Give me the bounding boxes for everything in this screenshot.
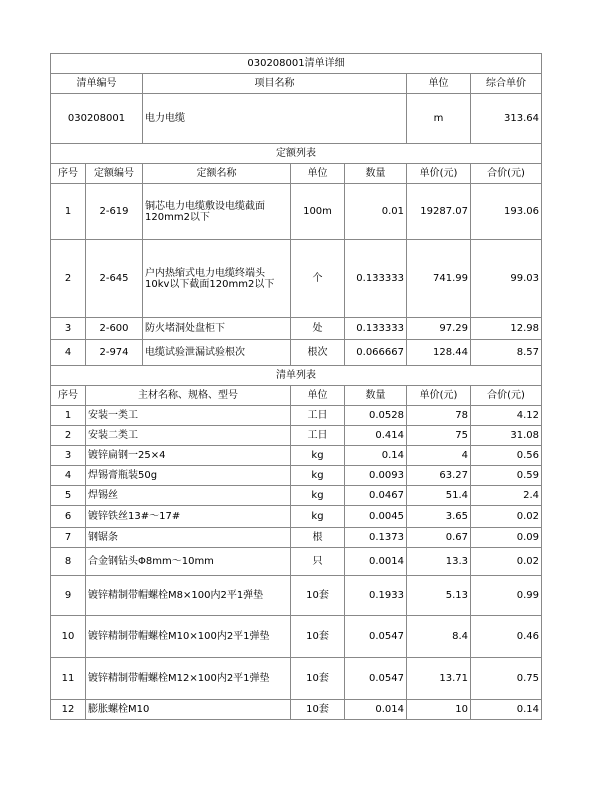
quota-no: 2 (51, 240, 86, 318)
material-name: 钢锯条 (86, 528, 291, 548)
material-total: 2.4 (471, 486, 542, 506)
quota-header-total: 合价(元) (471, 164, 542, 184)
material-total: 0.46 (471, 616, 542, 658)
material-name: 安装一类工 (86, 406, 291, 426)
quota-header-code: 定额编号 (86, 164, 143, 184)
material-section-title: 清单列表 (51, 366, 542, 386)
material-qty: 0.414 (345, 426, 407, 446)
material-total: 0.56 (471, 446, 542, 466)
quota-section-title: 定额列表 (51, 144, 542, 164)
bill-detail-table (50, 53, 542, 720)
material-row (51, 700, 542, 720)
material-row (51, 486, 542, 506)
material-unit: 只 (291, 548, 345, 576)
material-price: 5.13 (407, 576, 471, 616)
quota-total: 8.57 (471, 340, 542, 366)
material-qty: 0.0547 (345, 658, 407, 700)
material-row (51, 406, 542, 426)
quota-qty: 0.01 (345, 184, 407, 240)
quota-qty: 0.066667 (345, 340, 407, 366)
quota-header-price: 单价(元) (407, 164, 471, 184)
quota-code: 2-600 (86, 318, 143, 340)
quota-header-name: 定额名称 (143, 164, 291, 184)
material-name: 合金钢钻头Φ8mm～10mm (86, 548, 291, 576)
material-header-no: 序号 (51, 386, 86, 406)
material-no: 4 (51, 466, 86, 486)
material-total: 0.02 (471, 506, 542, 528)
material-unit: 工日 (291, 406, 345, 426)
material-no: 3 (51, 446, 86, 466)
material-total: 31.08 (471, 426, 542, 446)
material-price: 10 (407, 700, 471, 720)
material-total: 4.12 (471, 406, 542, 426)
material-total: 0.14 (471, 700, 542, 720)
material-unit: 10套 (291, 658, 345, 700)
material-qty: 0.1373 (345, 528, 407, 548)
quota-code: 2-974 (86, 340, 143, 366)
quota-price: 19287.07 (407, 184, 471, 240)
material-row (51, 446, 542, 466)
quota-total: 193.06 (471, 184, 542, 240)
material-unit: kg (291, 446, 345, 466)
material-no: 5 (51, 486, 86, 506)
quota-name: 户内热缩式电力电缆终端头10kv以下截面120mm2以下 (143, 240, 291, 318)
material-price: 3.65 (407, 506, 471, 528)
material-row (51, 576, 542, 616)
material-name: 镀锌铁丝13#～17# (86, 506, 291, 528)
quota-unit: 处 (291, 318, 345, 340)
quota-row (51, 184, 542, 240)
material-total: 0.75 (471, 658, 542, 700)
material-name: 焊锡丝 (86, 486, 291, 506)
material-header-name: 主材名称、规格、型号 (86, 386, 291, 406)
material-price: 51.4 (407, 486, 471, 506)
quota-row (51, 240, 542, 318)
material-no: 2 (51, 426, 86, 446)
material-qty: 0.0045 (345, 506, 407, 528)
material-qty: 0.0467 (345, 486, 407, 506)
material-qty: 0.0093 (345, 466, 407, 486)
bill-header-name: 项目名称 (143, 74, 407, 94)
quota-price: 741.99 (407, 240, 471, 318)
material-no: 1 (51, 406, 86, 426)
material-qty: 0.0014 (345, 548, 407, 576)
material-no: 8 (51, 548, 86, 576)
material-total: 0.59 (471, 466, 542, 486)
bill-header-code: 清单编号 (51, 74, 143, 94)
quota-unit: 根次 (291, 340, 345, 366)
material-name: 膨胀螺栓M10 (86, 700, 291, 720)
bill-unit: m (407, 94, 471, 144)
material-row (51, 548, 542, 576)
material-qty: 0.014 (345, 700, 407, 720)
quota-total: 12.98 (471, 318, 542, 340)
quota-no: 4 (51, 340, 86, 366)
material-row (51, 616, 542, 658)
material-qty: 0.1933 (345, 576, 407, 616)
material-price: 13.71 (407, 658, 471, 700)
material-no: 7 (51, 528, 86, 548)
material-unit: 10套 (291, 700, 345, 720)
quota-price: 97.29 (407, 318, 471, 340)
material-total: 0.99 (471, 576, 542, 616)
material-price: 13.3 (407, 548, 471, 576)
material-qty: 0.14 (345, 446, 407, 466)
material-unit: kg (291, 506, 345, 528)
material-unit: kg (291, 486, 345, 506)
quota-header-unit: 单位 (291, 164, 345, 184)
material-header-price: 单价(元) (407, 386, 471, 406)
material-total: 0.02 (471, 548, 542, 576)
bill-code: 030208001 (51, 94, 143, 144)
quota-no: 1 (51, 184, 86, 240)
material-price: 63.27 (407, 466, 471, 486)
material-header-total: 合价(元) (471, 386, 542, 406)
material-header-unit: 单位 (291, 386, 345, 406)
material-row (51, 658, 542, 700)
material-header-qty: 数量 (345, 386, 407, 406)
material-no: 11 (51, 658, 86, 700)
material-unit: 10套 (291, 616, 345, 658)
material-price: 4 (407, 446, 471, 466)
material-name: 镀锌扁钢一25×4 (86, 446, 291, 466)
material-name: 安装二类工 (86, 426, 291, 446)
material-name: 镀锌精制带帽螺栓M12×100内2平1弹垫 (86, 658, 291, 700)
quota-name: 电缆试验泄漏试验根次 (143, 340, 291, 366)
bill-header-price: 综合单价 (471, 74, 542, 94)
material-row (51, 506, 542, 528)
material-total: 0.09 (471, 528, 542, 548)
quota-no: 3 (51, 318, 86, 340)
material-price: 0.67 (407, 528, 471, 548)
material-price: 75 (407, 426, 471, 446)
material-row (51, 426, 542, 446)
quota-code: 2-645 (86, 240, 143, 318)
material-unit: 根 (291, 528, 345, 548)
quota-total: 99.03 (471, 240, 542, 318)
table-title: 030208001清单详细 (51, 54, 542, 74)
quota-row (51, 340, 542, 366)
quota-header-no: 序号 (51, 164, 86, 184)
bill-price: 313.64 (471, 94, 542, 144)
quota-name: 防火堵洞处盘柜下 (143, 318, 291, 340)
material-name: 焊锡膏瓶装50g (86, 466, 291, 486)
material-price: 8.4 (407, 616, 471, 658)
material-no: 10 (51, 616, 86, 658)
material-no: 12 (51, 700, 86, 720)
quota-unit: 个 (291, 240, 345, 318)
material-no: 9 (51, 576, 86, 616)
material-unit: 工日 (291, 426, 345, 446)
material-unit: 10套 (291, 576, 345, 616)
material-name: 镀锌精制带帽螺栓M8×100内2平1弹垫 (86, 576, 291, 616)
table-body (51, 54, 542, 720)
bill-name: 电力电缆 (143, 94, 407, 144)
material-qty: 0.0547 (345, 616, 407, 658)
quota-name: 铜芯电力电缆敷设电缆截面120mm2以下 (143, 184, 291, 240)
quota-price: 128.44 (407, 340, 471, 366)
quota-code: 2-619 (86, 184, 143, 240)
quota-unit: 100m (291, 184, 345, 240)
bill-header-unit: 单位 (407, 74, 471, 94)
quota-qty: 0.133333 (345, 318, 407, 340)
material-row (51, 466, 542, 486)
quota-row (51, 318, 542, 340)
material-row (51, 528, 542, 548)
quota-qty: 0.133333 (345, 240, 407, 318)
material-qty: 0.0528 (345, 406, 407, 426)
material-no: 6 (51, 506, 86, 528)
material-unit: kg (291, 466, 345, 486)
quota-header-qty: 数量 (345, 164, 407, 184)
material-price: 78 (407, 406, 471, 426)
material-name: 镀锌精制带帽螺栓M10×100内2平1弹垫 (86, 616, 291, 658)
